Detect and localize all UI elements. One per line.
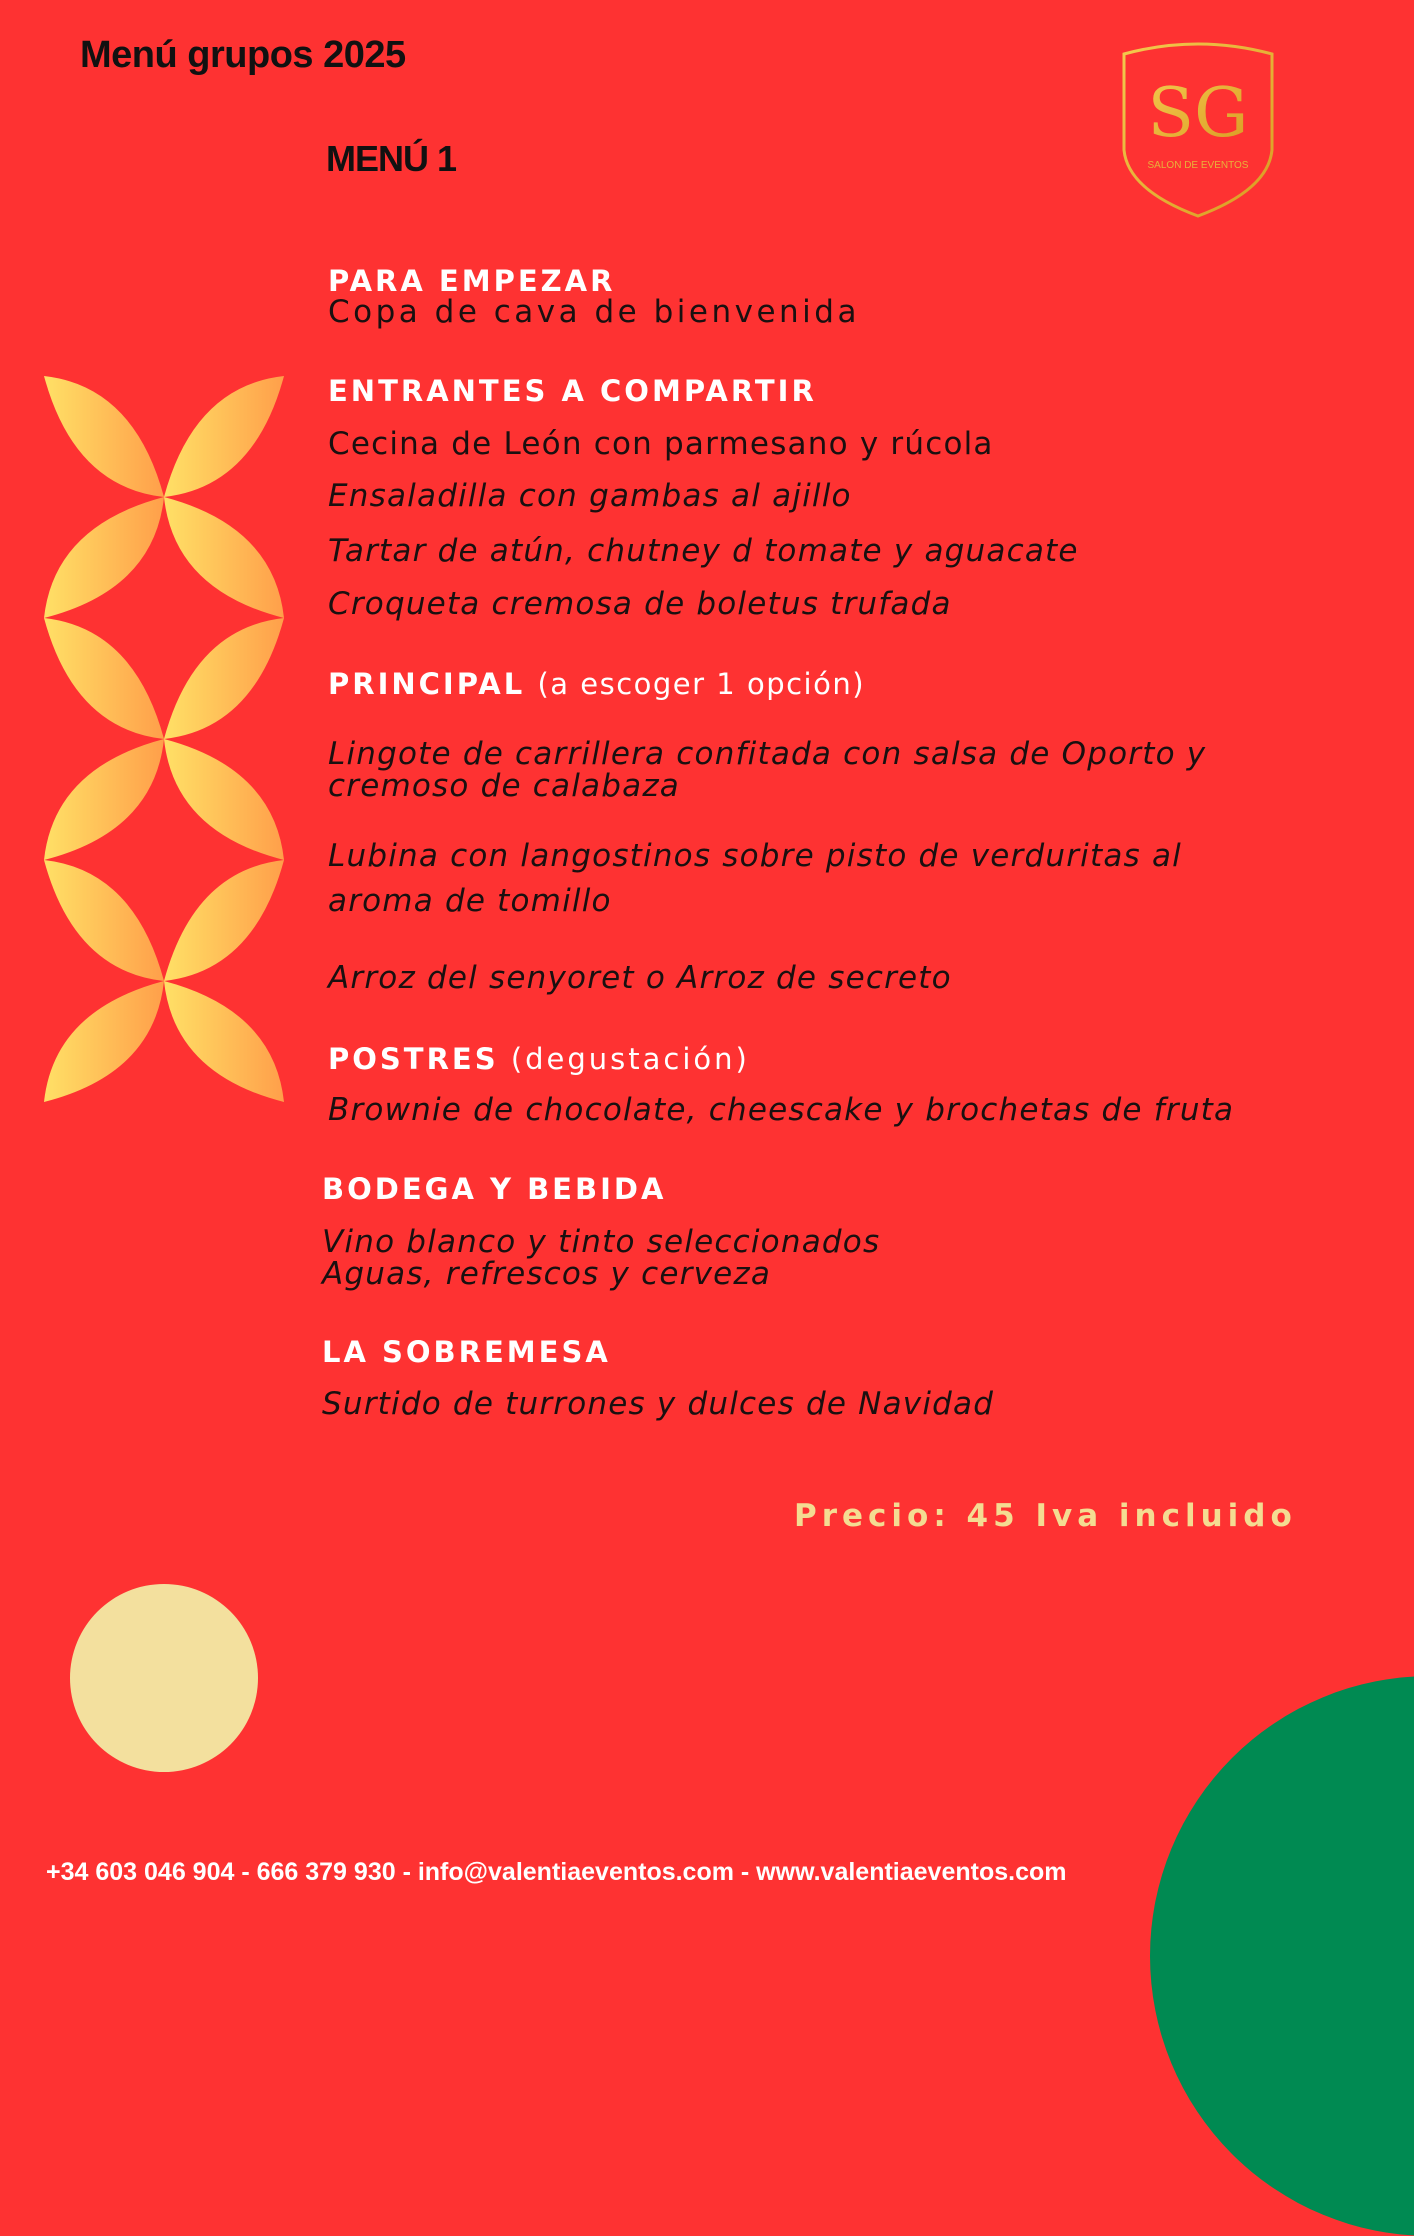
section-heading-para-empezar: PARA EMPEZAR: [328, 264, 616, 298]
logo-monogram: SG: [1147, 74, 1249, 153]
menu-title: MENÚ 1: [326, 138, 457, 179]
decorative-cream-circle: [70, 1584, 258, 1772]
section-heading-postres: POSTRES (degustación): [328, 1042, 750, 1076]
sg-logo: [1118, 40, 1278, 218]
section-heading-bodega: BODEGA Y BEBIDA: [322, 1172, 667, 1206]
menu-item: Tartar de atún, chutney d tomate y aguacate: [328, 533, 1079, 569]
menu-item: Arroz del senyoret o Arroz de secreto: [328, 960, 952, 996]
section-heading-principal: PRINCIPAL (a escoger 1 opción): [328, 667, 866, 701]
menu-item: Cecina de León con parmesano y rúcola: [328, 426, 994, 462]
section-heading-sobremesa: LA SOBREMESA: [322, 1335, 611, 1369]
menu-item: aroma de tomillo: [328, 883, 612, 919]
section-heading-entrantes: ENTRANTES A COMPARTIR: [328, 374, 817, 408]
contact-footer: +34 603 046 904 - 666 379 930 - info@valentiaeventos.com - www.valentiaeventos.com: [46, 1858, 1067, 1886]
menu-item: Copa de cava de bienvenida: [328, 294, 860, 330]
document-title: Menú grupos 2025: [80, 34, 406, 76]
price: Precio: 45 Iva incluido: [794, 1498, 1297, 1534]
menu-item: Aguas, refrescos y cerveza: [322, 1256, 772, 1292]
menu-item: Croqueta cremosa de boletus trufada: [328, 586, 952, 622]
menu-item: Surtido de turrones y dulces de Navidad: [322, 1386, 995, 1422]
menu-item: Brownie de chocolate, cheescake y brochetas de fruta: [328, 1092, 1235, 1128]
menu-item: Ensaladilla con gambas al ajillo: [328, 478, 852, 514]
logo-caption: SALON DE EVENTOS: [1147, 160, 1249, 171]
menu-item: cremoso de calabaza: [328, 768, 680, 804]
menu-item: Lubina con langostinos sobre pisto de verduritas al: [328, 838, 1182, 874]
petal-ornament: [44, 376, 284, 1102]
decorative-green-circle: [1150, 1676, 1414, 2236]
menu-item: Vino blanco y tinto seleccionados: [322, 1224, 881, 1260]
menu-item: Lingote de carrillera confitada con salsa de Oporto y: [328, 736, 1207, 772]
